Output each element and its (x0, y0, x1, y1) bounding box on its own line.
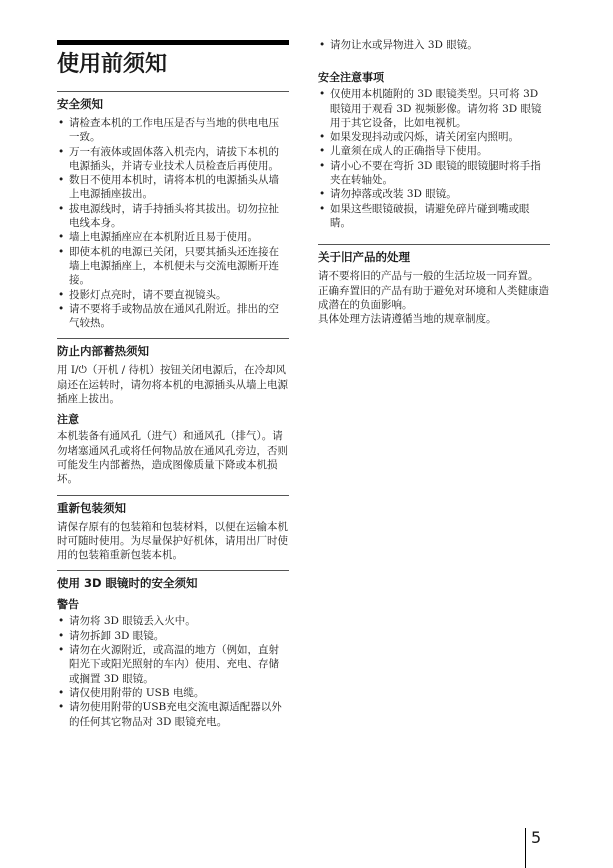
disposal-paragraph: 正确弃置旧的产品有助于避免对环境和人类健康造成潜在的负面影响。 (318, 284, 549, 311)
warning-list (57, 614, 289, 728)
page-title: 使用前须知 (57, 52, 168, 77)
list-item: • 万一有液体或固体落入机壳内，请拔下本机的电源插头，并请专业技术人员检查后再使用。 (57, 145, 289, 174)
repack-heading: 重新包装须知 (57, 500, 126, 515)
page-number-rule (525, 828, 526, 868)
disposal-heading: 关于旧产品的处理 (318, 250, 410, 265)
heat-body: 用 I/⏻（开机 / 待机）按钮关闭电源后，在冷却风扇还在运转时，请勿将本机的电源插头从墙上电源插座上拔出。 (57, 364, 288, 406)
caution-heading: 安全注意事项 (318, 71, 384, 85)
list-item: • 儿童须在成人的正确指导下使用。 (318, 144, 550, 158)
left-column (57, 0, 289, 737)
list-item: • 即使本机的电源已关闭，只要其插头还连接在墙上电源插座上，本机便未与交流电源断开连接。 (57, 245, 289, 288)
glasses-section (57, 570, 289, 728)
glasses-heading: 使用 3D 眼镜时的安全须知 (57, 576, 198, 591)
list-item: • 请勿拆卸 3D 眼镜。 (57, 629, 289, 643)
disposal-paragraph: 请不要将旧的产品与一般的生活垃圾一同弃置。 (318, 270, 539, 283)
right-column (318, 38, 550, 334)
list-item: • 请小心不要在弯折 3D 眼镜的眼镜腿时将手指夹在转轴处。 (318, 159, 550, 188)
warning-heading: 警告 (57, 598, 79, 612)
list-item: • 墙上电源插座应在本机附近且易于使用。 (57, 230, 289, 244)
page-number: 5 (531, 828, 542, 847)
list-item: • 请不要将手或物品放在通风孔附近。排出的空气较热。 (57, 302, 289, 331)
list-item: • 请勿在火源附近，或高温的地方（例如，直射阳光下或阳光照射的车内）使用、充电、存储或搁置 3D 眼镜。 (57, 643, 289, 686)
title-rule (57, 40, 289, 45)
safety-section (57, 91, 289, 330)
heat-section (57, 338, 289, 486)
list-item: • 拔电源线时，请手持插头将其拔出。切勿拉扯电线本身。 (57, 202, 289, 231)
repack-body: 请保存原有的包装箱和包装材料，以便在运输本机时可随时使用。为尽量保护好机体，请用出厂时使用的包装箱重新包装本机。 (57, 520, 288, 562)
safety-list (57, 116, 289, 330)
safety-heading: 安全须知 (57, 97, 103, 111)
list-item: • 如果发现抖动或闪烁，请关闭室内照明。 (318, 130, 550, 144)
list-item: • 请勿使用附带的USB充电交流电源适配器以外的任何其它物品对 3D 眼镜充电。 (57, 700, 289, 729)
repack-section (57, 495, 289, 563)
list-item: • 请勿将 3D 眼镜丢入火中。 (57, 614, 289, 628)
note-heading: 注意 (57, 413, 79, 427)
list-item: • 请仅使用附带的 USB 电缆。 (57, 686, 289, 700)
list-item: • 请勿掉落或改装 3D 眼镜。 (318, 187, 550, 201)
list-item: • 请勿让水或异物进入 3D 眼镜。 (318, 38, 550, 52)
caution-section (318, 60, 550, 230)
note-body: 本机装备有通风孔（进气）和通风孔（排气）。请勿堵塞通风孔或将任何物品放在通风孔旁边，否则可能发生内部蓄热，造成图像质量下降或本机损坏。 (57, 430, 288, 486)
list-item: • 仅使用本机随附的 3D 眼镜类型。只可将 3D 眼镜用于观看 3D 视频影像。请勿将 3D 眼镜用于其它设备，比如电视机。 (318, 87, 550, 130)
list-item: • 数日不使用本机时，请将本机的电源插头从墙上电源插座拔出。 (57, 173, 289, 202)
list-item: • 请检查本机的工作电压是否与当地的供电电压一致。 (57, 116, 289, 145)
list-item: • 投影灯点亮时，请不要直视镜头。 (57, 288, 289, 302)
disposal-section (318, 244, 550, 326)
list-item: • 如果这些眼镜破损，请避免碎片碰到嘴或眼睛。 (318, 202, 550, 231)
disposal-paragraph: 具体处理方法请遵循当地的规章制度。 (318, 313, 497, 326)
warning-list-continued (318, 38, 550, 52)
heat-heading: 防止内部蓄热须知 (57, 344, 149, 359)
caution-list (318, 87, 550, 230)
